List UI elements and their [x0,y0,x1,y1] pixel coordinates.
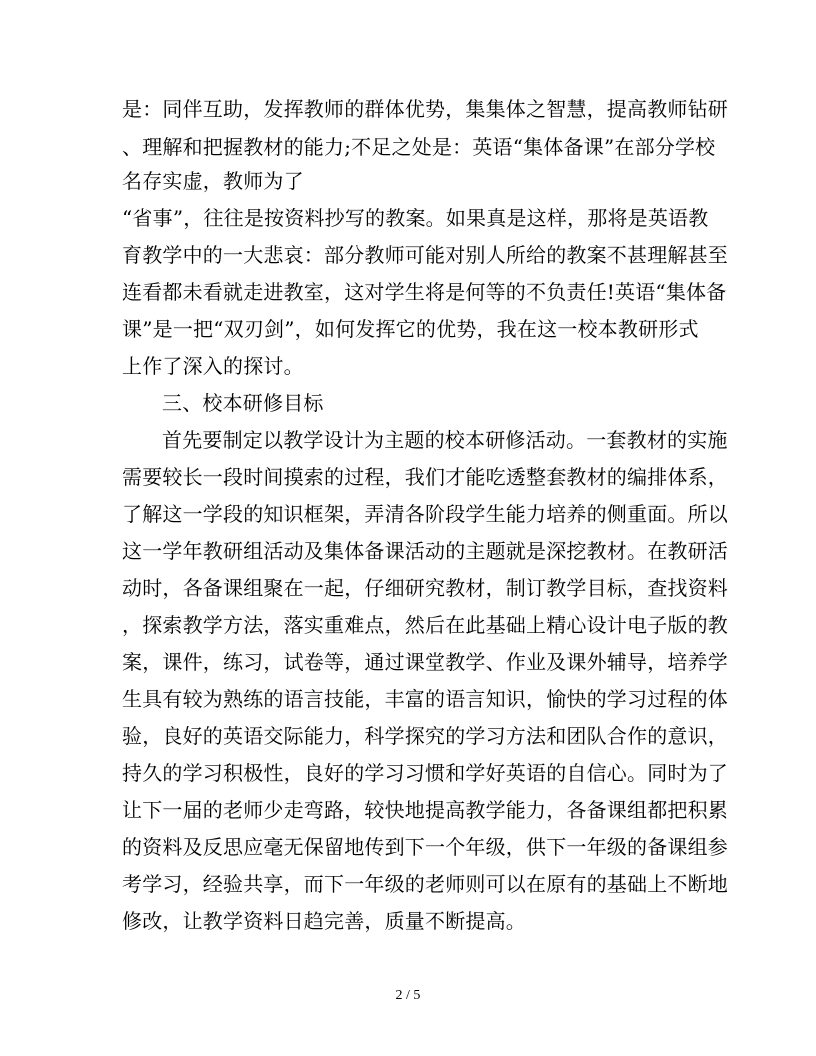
text-line: ，探索教学方法，落实重难点，然后在此基础上精心设计电子版的教 [122,613,728,637]
text-line: 课”是一把“双刃剑”，如何发挥它的优势，我在这一校本教研形式 [122,317,699,341]
text-line: 生具有较为熟练的语言技能，丰富的语言知识，愉快的学习过程的体 [122,687,728,711]
text-line: 首先要制定以教学设计为主题的校本研修活动。一套教材的实施 [162,428,728,452]
text-line: 连看都未看就走进教室，这对学生将是何等的不负责任!英语“集体备 [122,280,727,304]
text-line: 让下一届的老师少走弯路，较快地提高教学能力，各备课组都把积累 [122,798,728,822]
text-line: 的资料及反思应毫无保留地传到下一个年级，供下一年级的备课组参 [122,835,728,859]
text-line: 上作了深入的探讨。 [122,354,304,378]
text-line: 这一学年教研组活动及集体备课活动的主题就是深挖教材。在教研活 [122,539,728,563]
text-line: 育教学中的一大悲哀：部分教师可能对别人所给的教案不甚理解甚至 [122,243,728,267]
text-line: 案，课件，练习，试卷等，通过课堂教学、作业及课外辅导，培养学 [122,650,728,674]
text-line: 修改，让教学资料日趋完善，质量不断提高。 [122,909,526,933]
page-number: 2 / 5 [395,988,421,1003]
text-line: 了解这一学段的知识框架，弄清各阶段学生能力培养的侧重面。所以 [122,502,728,526]
text-line: 是：同伴互助，发挥教师的群体优势，集集体之智慧，提高教师钻研 [122,97,728,121]
text-line: 需要较长一段时间摸索的过程，我们才能吃透整套教材的编排体系， [122,465,728,489]
text-line: 名存实虚，教师为了 [122,169,304,193]
text-line: 、理解和把握教材的能力;不足之处是：英语“集体备课”在部分学校 [122,135,716,159]
text-line: “省事”，往往是按资料抄写的教案。如果真是这样，那将是英语教 [122,206,709,230]
section-heading: 三、校本研修目标 [162,391,324,415]
text-line: 持久的学习积极性，良好的学习习惯和学好英语的自信心。同时为了 [122,761,728,785]
text-line: 验，良好的英语交际能力，科学探究的学习方法和团队合作的意识， [122,724,728,748]
text-line: 动时，各备课组聚在一起，仔细研究教材，制订教学目标，查找资料 [122,576,728,600]
text-line: 考学习，经验共享，而下一年级的老师则可以在原有的基础上不断地 [122,872,728,896]
